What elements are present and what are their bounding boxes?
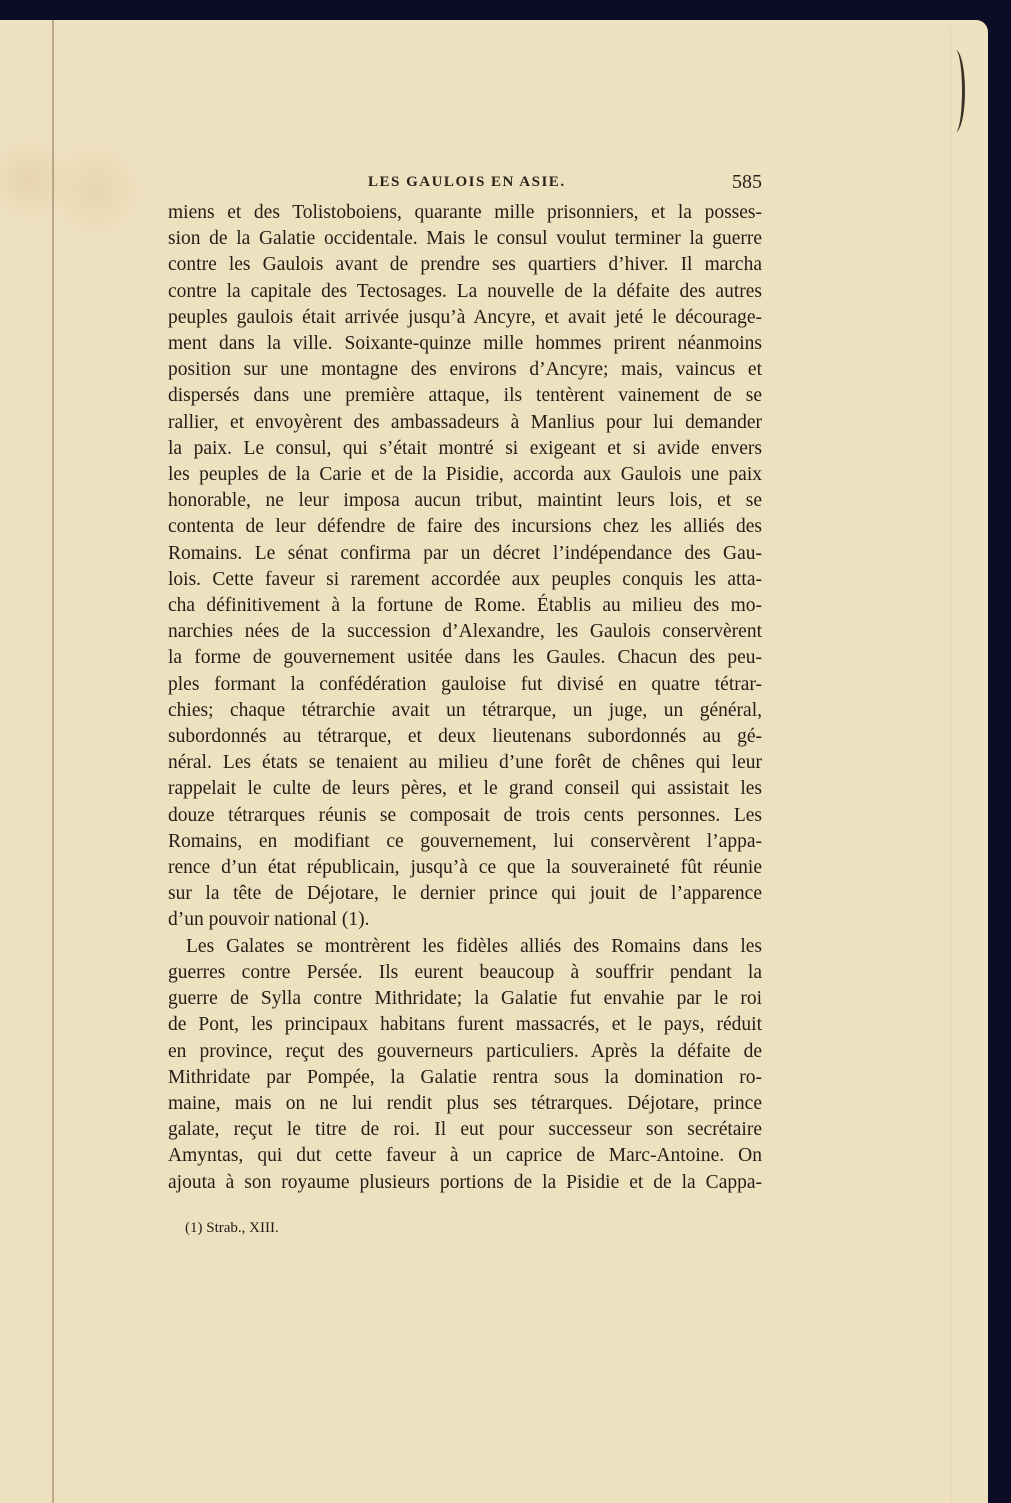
text-line: ment dans la ville. Soixante-quinze mille hommes prirent néanmoins [168, 333, 762, 355]
text-line: honorable, ne leur imposa aucun tribut, maintint leurs lois, et se [168, 490, 762, 512]
text-line: contre la capitale des Tectosages. La nouvelle de la défaite des autres [168, 280, 762, 302]
text-line: ples formant la confédération gauloise fut divisé en quatre tétrar- [168, 673, 762, 695]
text-line: peuples gaulois était arrivée jusqu’à Ancyre, et avait jeté le décourage- [168, 306, 762, 328]
text-line: subordonnés au tétrarque, et deux lieutenans subordonnés au gé- [168, 726, 762, 748]
binding-edge [52, 20, 54, 1503]
text-line: contre les Gaulois avant de prendre ses quartiers d’hiver. Il marcha [168, 254, 762, 276]
text-line: contenta de leur défendre de faire des incursions chez les alliés des [168, 516, 762, 538]
text-line: narchies nées de la succession d’Alexandre, les Gaulois conservèrent [168, 621, 762, 643]
page-header [168, 171, 762, 198]
text-line: lois. Cette faveur si rarement accordée aux peuples conquis les atta- [168, 568, 762, 590]
text-line: ajouta à son royaume plusieurs portions de la Pisidie et de la Cappa- [168, 1171, 762, 1193]
footnote: (1) Strab., XIII. [185, 1220, 279, 1236]
text-line: la forme de gouvernement usitée dans les Gaules. Chacun des peu- [168, 647, 762, 669]
library-stamp [946, 50, 965, 132]
text-line: d’un pouvoir national (1). [168, 909, 370, 931]
text-line: douze tétrarques réunis se composait de trois cents personnes. Les [168, 804, 762, 826]
text-line: Amyntas, qui dut cette faveur à un caprice de Marc-Antoine. On [168, 1145, 762, 1167]
text-line: maine, mais on ne lui rendit plus ses tétrarques. Déjotare, prince [168, 1092, 762, 1114]
text-line: miens et des Tolistoboiens, quarante mille prisonniers, et la posses- [168, 202, 762, 223]
text-line: les peuples de la Carie et de la Pisidie, accorda aux Gaulois une paix [168, 464, 762, 486]
text-line: la paix. Le consul, qui s’était montré si exigeant et si avide envers [168, 437, 762, 459]
text-line: en province, reçut des gouverneurs particuliers. Après la défaite de [168, 1040, 762, 1062]
running-title: LES GAULOIS EN ASIE. [368, 174, 566, 190]
text-line: de Pont, les principaux habitans furent massacrés, et le pays, réduit [168, 1014, 762, 1036]
text-line: position sur une montagne des environs d’Ancyre; mais, vaincus et [168, 359, 762, 381]
text-line: néral. Les états se tenaient au milieu d’une forêt de chênes qui leur [168, 752, 762, 774]
text-line: dispersés dans une première attaque, ils tentèrent vainement de se [168, 385, 762, 407]
text-line: sur la tête de Déjotare, le dernier prince qui jouit de l’apparence [168, 883, 762, 905]
text-line: rence d’un état républicain, jusqu’à ce que la souveraineté fût réunie [168, 857, 762, 879]
page-fold [950, 26, 951, 1503]
page-number: 585 [732, 171, 762, 193]
text-line: chies; chaque tétrarchie avait un tétrarque, un juge, un général, [168, 699, 762, 721]
text-line: Romains. Le sénat confirma par un décret l’indépendance des Gau- [168, 542, 762, 564]
text-line: galate, reçut le titre de roi. Il eut pour successeur son secrétaire [168, 1119, 762, 1141]
text-line: rallier, et envoyèrent des ambassadeurs à Manlius pour lui demander [168, 411, 762, 433]
text-line: Les Galates se montrèrent les fidèles alliés des Romains dans les [186, 935, 762, 957]
text-line: sion de la Galatie occidentale. Mais le consul voulut terminer la guerre [168, 228, 762, 250]
text-line: guerre de Sylla contre Mithridate; la Galatie fut envahie par le roi [168, 988, 762, 1010]
paragraph [168, 934, 762, 1196]
text-line: Mithridate par Pompée, la Galatie rentra sous la domination ro- [168, 1066, 762, 1088]
text-line: guerres contre Persée. Ils eurent beaucoup à souffrir pendant la [168, 961, 762, 983]
text-line: Romains, en modifiant ce gouvernement, lui conservèrent l’appa- [168, 830, 762, 852]
text-line: rappelait le culte de leurs pères, et le grand conseil qui assistait les [168, 778, 762, 800]
text-line: cha définitivement à la fortune de Rome. Établis au milieu des mo- [168, 595, 762, 617]
body-text [168, 200, 762, 1196]
paragraph [168, 200, 762, 934]
